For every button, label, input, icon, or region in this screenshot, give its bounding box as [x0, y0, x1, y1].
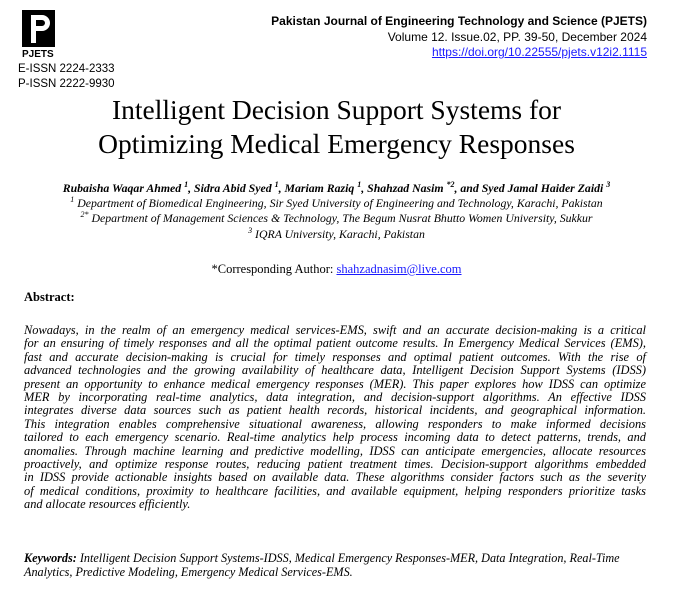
- eissn: E-ISSN 2224-2333: [18, 63, 115, 75]
- keywords-label: Keywords:: [24, 551, 77, 565]
- pissn: P-ISSN 2222-9930: [18, 77, 115, 90]
- corresponding-author: [0, 262, 673, 277]
- affiliation-text: Department of Management Sciences & Technology, The Begum Nusrat Bhutto Women University, Sukkur: [91, 211, 593, 225]
- affiliation-text: IQRA University, Karachi, Pakistan: [255, 227, 425, 241]
- abstract-line: advanced technologies and the growing availability of healthcare data, Intelligent Decision Support Systems (IDSS): [24, 363, 646, 378]
- author-sup: 1: [357, 180, 362, 190]
- author-name: Shahzad Nasim: [367, 181, 444, 195]
- author-list: Rubaisha Waqar Ahmed $^1$, Sidra Abid Syed $^1$, Mariam Raziq $^1$, Shahzad Nasim $^{*2}$, and Syed Jamal Haider Zaidi $^3$: [62, 180, 611, 195]
- abstract-line: and allocate resources efficiently.: [24, 497, 191, 512]
- affiliation-3: [0, 227, 673, 242]
- abstract-line: MER by incorporating real-time analytics, data integration, and decision-support algorithms. An effective IDSS: [24, 390, 646, 405]
- abstract-line: This integration enables comprehensive situational awareness, allowing responders to make informed decisions: [24, 416, 646, 431]
- abstract-line: for an ensuring of timely responses and all the optimal patient outcome results. In Emergency Medical Services (EMS),: [24, 336, 646, 351]
- abstract-line: Nowadays, in the realm of an emergency medical services-EMS, swift and an accurate decision-making is a critical: [24, 323, 646, 337]
- affiliation-1: [0, 196, 673, 211]
- abstract-line: tailored to each emergency scenario. Real-time analytics help process incoming data to detect patterns, trends, and: [24, 430, 646, 445]
- abstract-heading: Abstract:: [24, 290, 75, 304]
- abstract-line: of medical conditions, proximity to healthcare facilities, and available equipment, helping responders prioritize tasks: [24, 483, 646, 498]
- abstract-line: proactively, and optimize response routes, reducing patient treatment times. Decision-support algorithms embedded: [24, 457, 646, 472]
- journal-logo: [18, 10, 70, 58]
- keywords-text: Intelligent Decision Support Systems-IDSS, Medical Emergency Responses-MER, Data Integration, Real-Time Analytics, Predictive Modeling, Emergency Medical Services-EMS.: [24, 551, 620, 580]
- abstract-line: in IDSS provide actionable insights based on available data. These algorithms consider factors such as the severity: [24, 470, 646, 485]
- author-name: Sidra Abid Syed: [194, 181, 272, 195]
- doi-link[interactable]: https://doi.org/10.22555/pjets.v12i2.1115: [431, 45, 647, 59]
- logo-text: PJETS: [22, 49, 54, 58]
- journal-name: Pakistan Journal of Engineering Technology and Science (PJETS): [271, 14, 647, 28]
- affiliation-text: Department of Biomedical Engineering, Sir Syed University of Engineering and Technology, Karachi, Pakistan: [77, 196, 603, 210]
- title-line-2: Optimizing Medical Emergency Responses: [98, 128, 575, 159]
- author-sup: *2: [446, 180, 455, 190]
- abstract-line: present an opportunity to enhance medical emergency responses (MER). This paper explores how IDSS can optimize: [24, 376, 646, 391]
- corresponding-label: *Corresponding Author:: [211, 262, 334, 276]
- corresponding-email-link[interactable]: shahzadnasim@live.com: [336, 262, 462, 276]
- author-name: Syed Jamal Haider Zaidi: [481, 181, 604, 195]
- abstract-body: [24, 324, 646, 512]
- affiliation-sup: 3: [248, 226, 253, 236]
- abstract-line: integrates diverse data sources such as patient health records, historical incidents, and geographical information.: [24, 403, 646, 418]
- abstract-line: anomalies. Through machine learning and predictive modelling, IDSS can anticipate emergencies, allocate resources: [24, 443, 646, 458]
- keywords-block: [24, 551, 650, 579]
- volume-info: Volume 12. Issue.02, PP. 39-50, December 2024: [387, 29, 647, 44]
- affiliation-2: [0, 211, 673, 226]
- author-sup: 1: [274, 180, 279, 190]
- affiliation-sup: 2*: [80, 210, 89, 220]
- author-name: Mariam Raziq: [284, 181, 355, 195]
- author-sup: 1: [184, 180, 189, 190]
- author-name: Rubaisha Waqar Ahmed: [62, 181, 182, 195]
- title-line-1: Intelligent Decision Support Systems for: [111, 94, 562, 125]
- abstract-line: fast and accurate decision-making is crucial for timely responses and optimal patient outcomes. With the rise of: [24, 349, 646, 364]
- issn-block: [18, 62, 115, 91]
- author-sup: 3: [606, 180, 611, 190]
- affiliation-sup: 1: [70, 195, 75, 205]
- journal-info: [271, 14, 647, 61]
- paper-title: [0, 93, 673, 161]
